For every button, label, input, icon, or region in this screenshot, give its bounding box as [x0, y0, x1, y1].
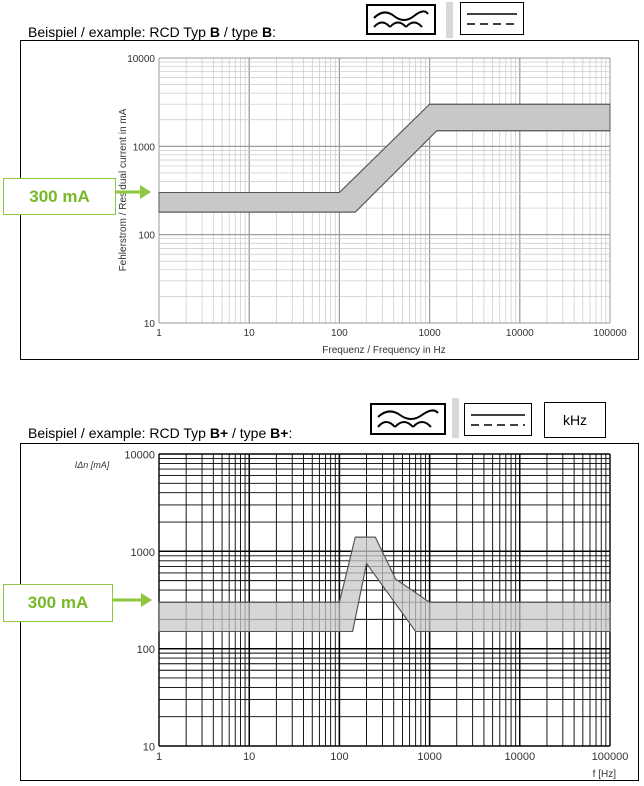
x-tick-label: 100000 — [593, 328, 627, 339]
unit-label-box — [544, 402, 606, 438]
chart1-caption-suffix: : — [272, 24, 276, 40]
y-tick-label: 1000 — [132, 142, 155, 154]
ac-dc-waveform-icon — [366, 4, 436, 35]
tripping-band — [159, 104, 610, 212]
x-tick-label: 10 — [243, 328, 255, 339]
x-axis-label: f [Hz] — [592, 769, 616, 780]
y-tick-label: 10000 — [124, 449, 155, 462]
chart2-caption-suffix: : — [288, 425, 293, 441]
y-tick-label: 10000 — [127, 54, 155, 65]
grid — [159, 58, 610, 323]
x-axis-label: Frequenz / Frequency in Hz — [322, 345, 446, 356]
x-tick-label: 10000 — [505, 328, 534, 339]
symbol-separator — [446, 2, 453, 38]
chart1-callout — [3, 178, 116, 215]
x-tick-label: 1 — [155, 751, 163, 763]
y-axis-label: IΔn [mA] — [74, 460, 110, 470]
dc-lines-icon — [460, 2, 524, 35]
y-axis-label: Fehlerstrom / Residual current in mA — [118, 108, 129, 272]
chart2-caption-prefix: Beispiel / example: RCD Typ — [28, 425, 210, 441]
x-tick-label: 100 — [331, 328, 348, 339]
chart1-callout-arrow — [116, 184, 152, 200]
x-tick-label: 100000 — [591, 751, 629, 763]
y-tick-label: 100 — [136, 644, 155, 657]
chart2-callout — [3, 584, 113, 622]
unit-label: kHz — [562, 412, 588, 428]
chart1-caption-mid: / type — [219, 24, 262, 40]
dc-lines-icon-2 — [464, 403, 532, 436]
chart1-caption-prefix: Beispiel / example: RCD Typ — [28, 24, 210, 40]
chart2-caption-mid: / type — [228, 425, 271, 441]
x-tick-label: 10000 — [504, 751, 536, 763]
chart2-callout-arrow — [113, 592, 153, 608]
ac-dc-waveform-icon-2 — [370, 403, 446, 435]
chart1-caption-type-en: B — [261, 24, 273, 40]
y-tick-label: 1000 — [130, 546, 155, 559]
x-tick-label: 1 — [156, 328, 162, 339]
chart2-caption-type: B+ — [209, 425, 229, 441]
chart1-caption — [28, 24, 276, 40]
chart2-caption — [28, 425, 292, 441]
x-tick-label: 1000 — [417, 751, 442, 763]
chart1-callout-label: 300 mA — [29, 186, 90, 206]
x-tick-label: 1000 — [418, 328, 441, 339]
y-tick-label: 10 — [142, 741, 155, 754]
x-tick-label: 10 — [243, 751, 256, 763]
chart1-caption-type: B — [209, 24, 220, 40]
x-tick-label: 100 — [330, 751, 349, 763]
chart2-callout-label: 300 mA — [27, 593, 89, 612]
y-tick-label: 100 — [138, 230, 155, 242]
y-tick-label: 10 — [143, 319, 155, 330]
chart2-caption-type-en: B+ — [270, 425, 289, 441]
symbol-separator-2 — [452, 398, 459, 438]
grid — [159, 454, 610, 746]
